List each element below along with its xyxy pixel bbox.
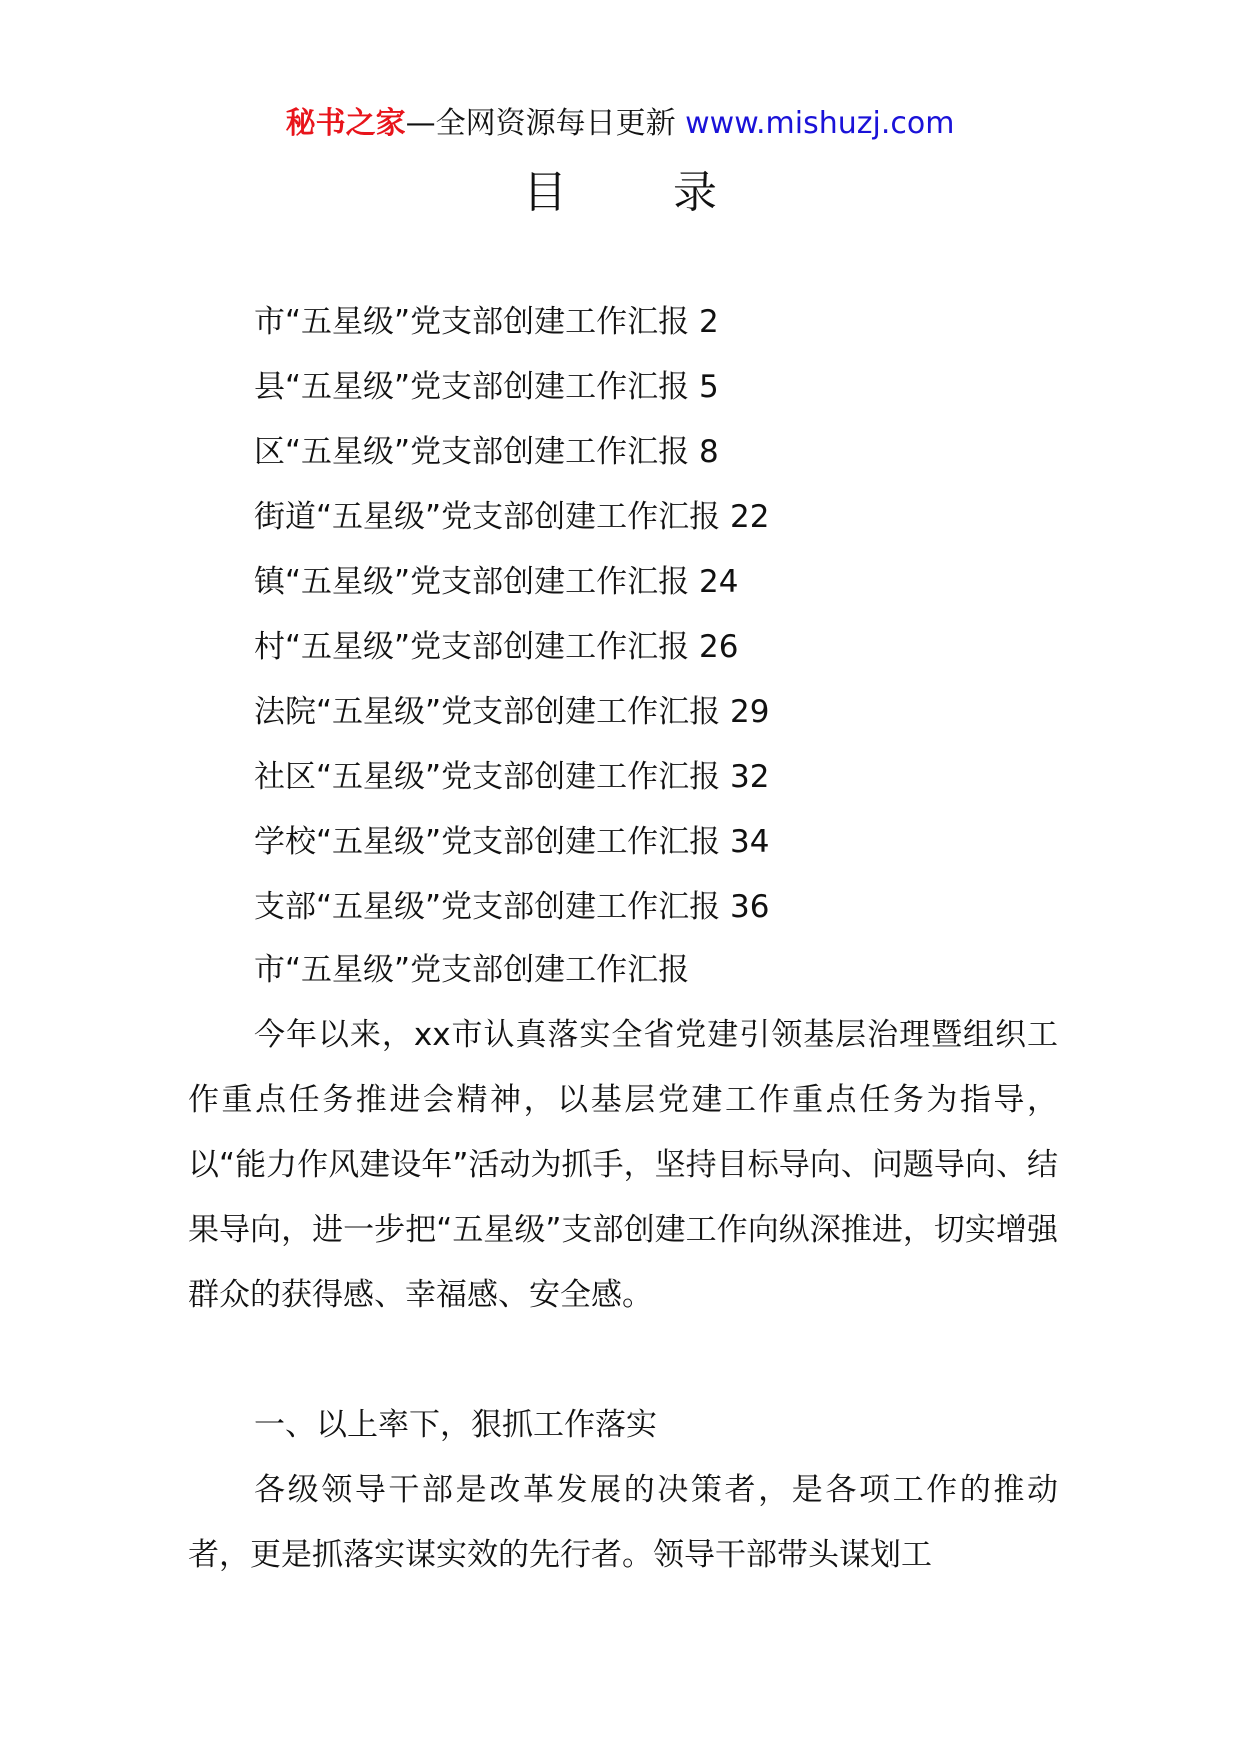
site-header xyxy=(0,102,1240,146)
body-paragraph: 各级领导干部是改革发展的决策者，是各项工作的推动者，更是抓落实谋实效的先行者。领导干部带头谋划工 xyxy=(188,1472,1058,1573)
toc-entry[interactable]: 镇“五星级”党支部创建工作汇报 24 xyxy=(254,564,739,600)
toc-entry[interactable]: 街道“五星级”党支部创建工作汇报 22 xyxy=(254,499,770,535)
subsection-heading: 一、以上率下，狠抓工作落实 xyxy=(254,1407,657,1443)
header-slogan: —全网资源每日更新 xyxy=(405,106,676,141)
body-paragraph: 今年以来，xx市认真落实全省党建引领基层治理暨组织工作重点任务推进会精神，以基层党建工作重点任务为指导，以“能力作风建设年”活动为抓手，坚持目标导向、问题导向、结果导向，进一步把“五星级”支部创建工作向纵深推进，切实增强群众的获得感、幸福感、安全感。 xyxy=(188,1017,1058,1313)
toc-entry[interactable]: 社区“五星级”党支部创建工作汇报 32 xyxy=(254,759,770,795)
toc-entry[interactable]: 学校“五星级”党支部创建工作汇报 34 xyxy=(254,824,770,860)
toc-entry[interactable]: 支部“五星级”党支部创建工作汇报 36 xyxy=(254,889,770,925)
site-url-link[interactable]: www.mishuzj.com xyxy=(685,106,955,141)
toc-entry[interactable]: 市“五星级”党支部创建工作汇报 2 xyxy=(254,304,719,340)
document-title: 目 录 xyxy=(523,167,763,218)
brand-name: 秘书之家 xyxy=(285,106,406,141)
toc-entry[interactable]: 法院“五星级”党支部创建工作汇报 29 xyxy=(254,694,770,730)
section-heading: 市“五星级”党支部创建工作汇报 xyxy=(254,952,690,988)
toc-entry[interactable]: 县“五星级”党支部创建工作汇报 5 xyxy=(254,369,719,405)
toc-entry[interactable]: 区“五星级”党支部创建工作汇报 8 xyxy=(254,434,719,470)
table-of-contents xyxy=(254,290,769,940)
toc-entry[interactable]: 村“五星级”党支部创建工作汇报 26 xyxy=(254,629,739,665)
